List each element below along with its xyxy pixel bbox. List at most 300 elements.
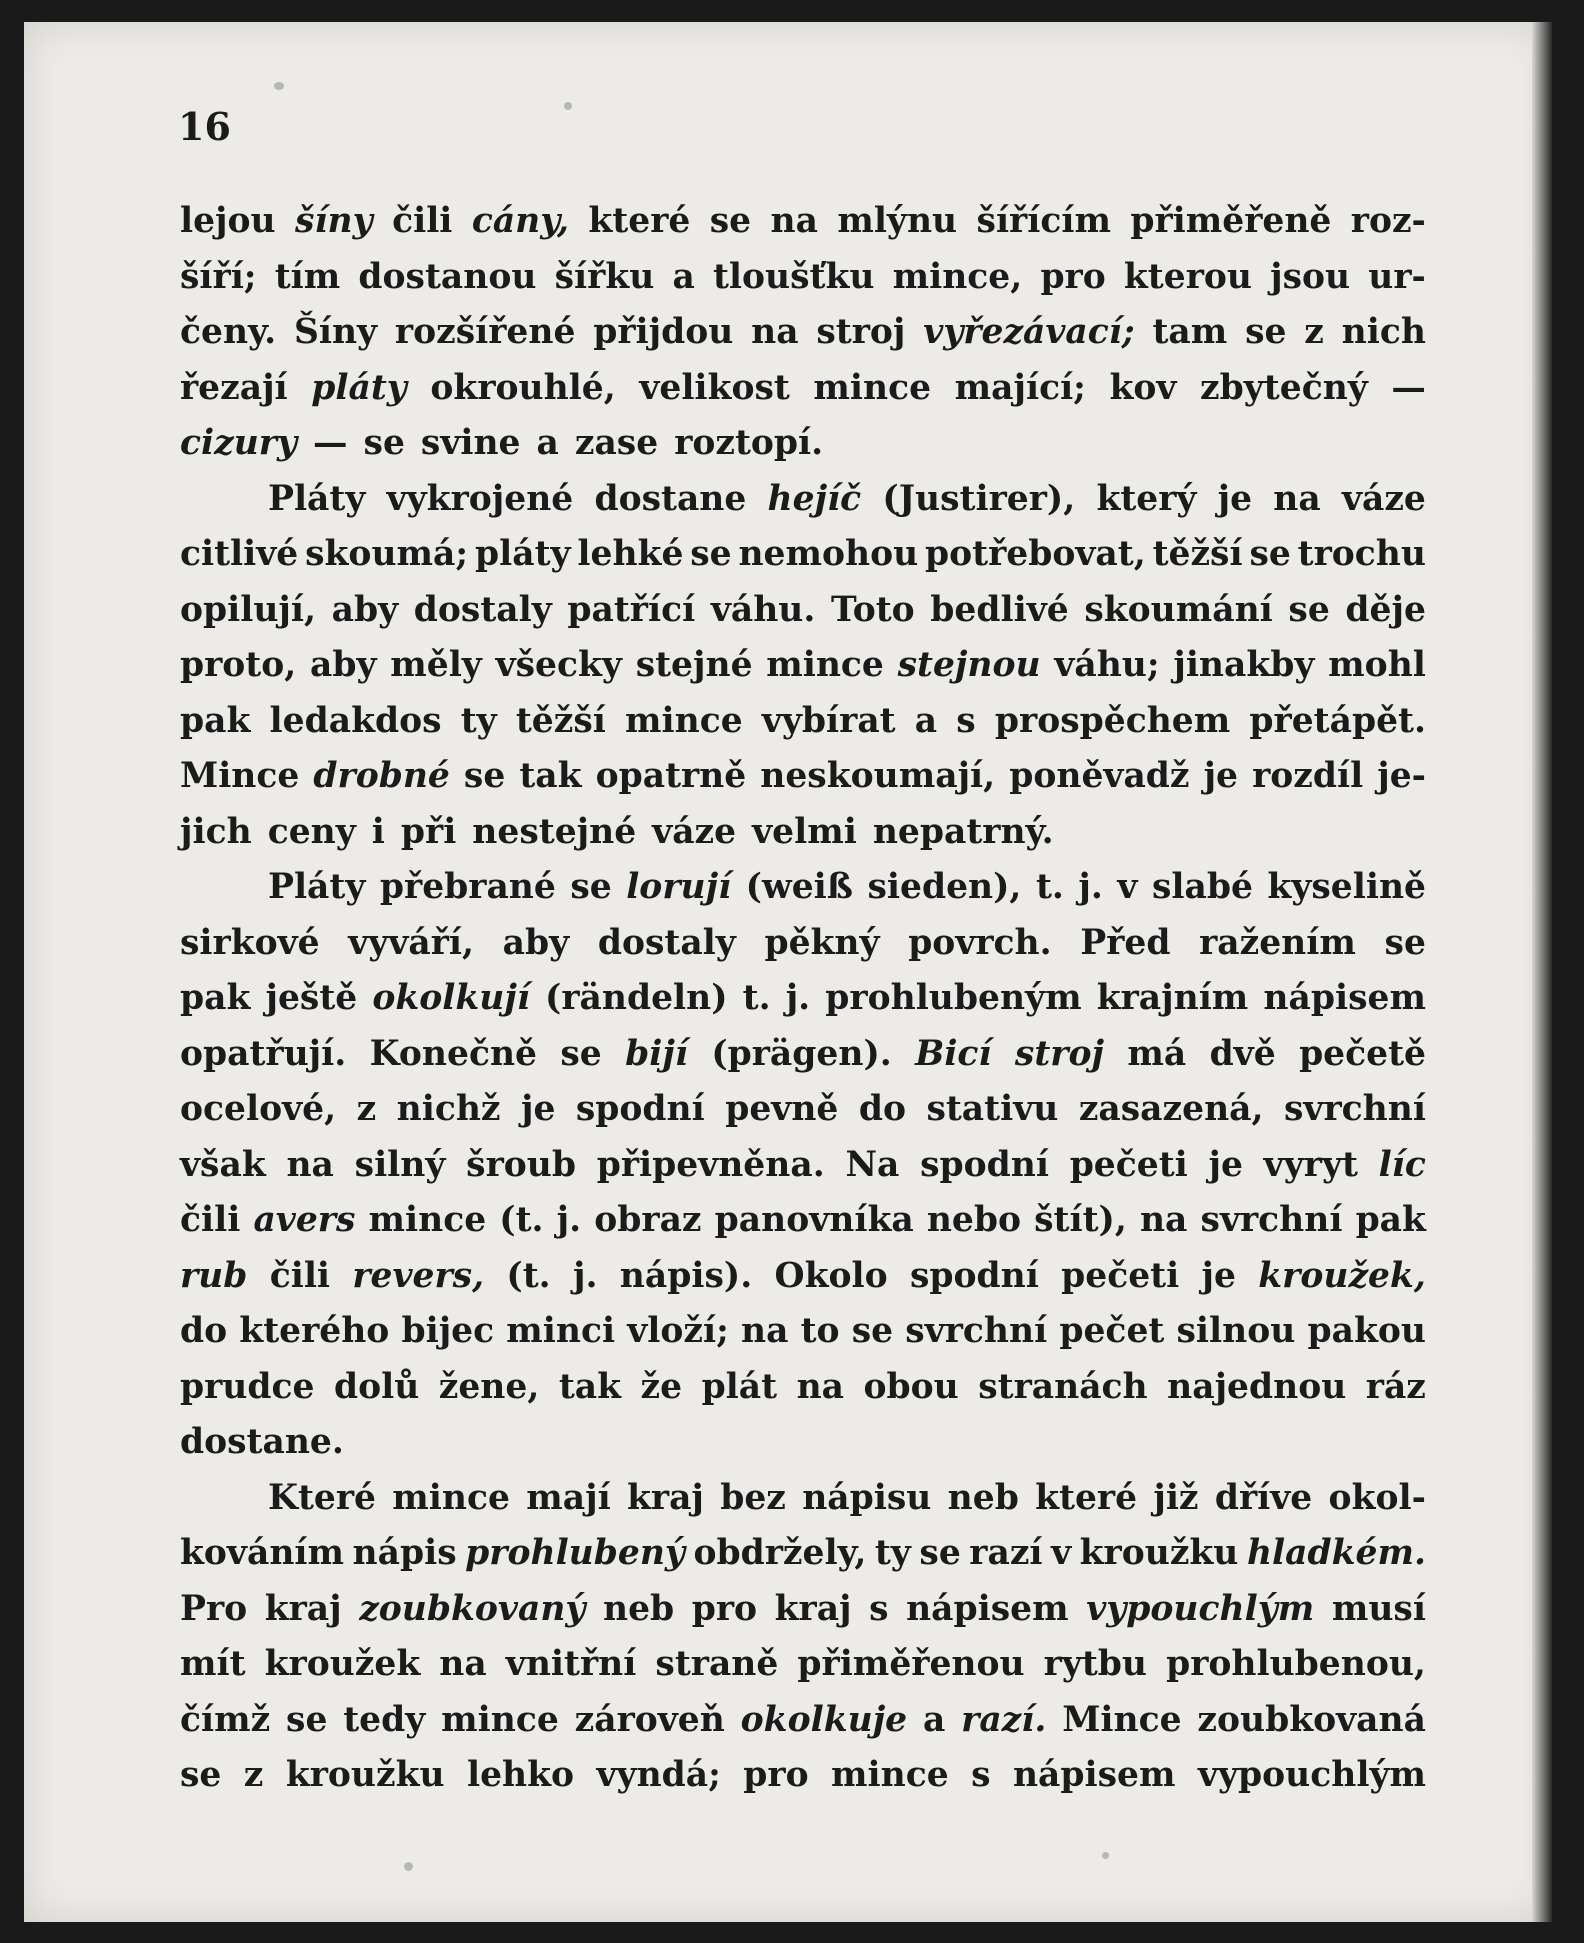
word: ještě bbox=[265, 978, 358, 1018]
word: Které bbox=[268, 1477, 376, 1518]
word: Na bbox=[845, 1144, 900, 1185]
word: prudce bbox=[180, 1366, 315, 1407]
paper-speck bbox=[1102, 1852, 1109, 1859]
word: obou bbox=[863, 1366, 959, 1407]
word: aby bbox=[502, 922, 570, 963]
word: Pláty bbox=[268, 478, 366, 519]
word: čeny. bbox=[180, 312, 277, 352]
word: na bbox=[1139, 1200, 1188, 1240]
word: ceny bbox=[267, 811, 356, 852]
word: na bbox=[741, 1311, 789, 1351]
word: přijdou bbox=[593, 312, 734, 352]
word: čímž bbox=[180, 1699, 271, 1740]
word: (Justirer), bbox=[882, 478, 1076, 519]
text-line bbox=[180, 1027, 1426, 1083]
word: s bbox=[971, 1755, 991, 1795]
word: jsou bbox=[1270, 256, 1351, 297]
word: tak bbox=[558, 1366, 622, 1407]
word: však bbox=[180, 1144, 266, 1185]
word: se bbox=[690, 534, 732, 574]
word: straně bbox=[655, 1644, 779, 1684]
word: mince bbox=[813, 367, 932, 408]
text-line bbox=[180, 860, 1426, 916]
word: tak bbox=[519, 756, 582, 796]
word: nápisem bbox=[906, 1588, 1069, 1629]
word: váhu. bbox=[710, 589, 816, 630]
text-line bbox=[180, 1304, 1426, 1360]
word: povrch. bbox=[908, 922, 1052, 963]
word: t. bbox=[742, 978, 771, 1018]
text-line bbox=[180, 1249, 1426, 1305]
text-line bbox=[180, 527, 1426, 583]
word: nepatrný. bbox=[872, 811, 1054, 852]
word: nichž bbox=[396, 1089, 501, 1129]
word: kraj bbox=[627, 1477, 704, 1518]
word: mít bbox=[180, 1644, 246, 1684]
word: při bbox=[400, 811, 457, 852]
word: pro bbox=[1040, 256, 1106, 297]
word: které bbox=[1035, 1477, 1138, 1518]
word: cizury bbox=[180, 423, 298, 463]
word: okrouhlé, bbox=[430, 367, 616, 408]
word: se bbox=[851, 1311, 894, 1351]
word: to bbox=[800, 1311, 840, 1351]
word: bijí bbox=[625, 1033, 688, 1074]
word: opilují, bbox=[180, 589, 317, 630]
word: a bbox=[922, 1699, 946, 1740]
word: na bbox=[796, 1366, 845, 1407]
word: s bbox=[956, 700, 976, 741]
word: který bbox=[1096, 478, 1197, 519]
word: j. bbox=[1078, 867, 1103, 907]
word: pak bbox=[180, 978, 251, 1018]
word: nápisem bbox=[1012, 1755, 1176, 1795]
word: líc bbox=[1378, 1144, 1426, 1185]
word: (weiß bbox=[745, 867, 853, 907]
word: panovníka bbox=[714, 1200, 914, 1240]
word: a bbox=[536, 423, 559, 463]
word: čili bbox=[269, 1255, 331, 1296]
word: slabé bbox=[1151, 867, 1253, 907]
paper-speck bbox=[274, 82, 284, 90]
word: zoubkovaná bbox=[1197, 1699, 1426, 1740]
word: Před bbox=[1080, 922, 1171, 963]
word: přebrané bbox=[379, 867, 556, 907]
word: obraz bbox=[594, 1200, 702, 1240]
word: vyřezávací; bbox=[923, 312, 1135, 352]
word: tloušťku bbox=[712, 256, 875, 297]
word: ocelové, bbox=[180, 1089, 337, 1129]
text-line bbox=[180, 1471, 1426, 1527]
word: z bbox=[243, 1755, 264, 1795]
word: štít), bbox=[1034, 1200, 1127, 1240]
word: nápis). bbox=[619, 1255, 753, 1296]
word: ty bbox=[874, 1533, 911, 1573]
word: kraj bbox=[774, 1588, 852, 1629]
word: drobné bbox=[313, 756, 450, 796]
word: dvě bbox=[1209, 1033, 1276, 1074]
word: trochu bbox=[1297, 534, 1426, 574]
word: se bbox=[1245, 312, 1287, 352]
word: neskoumají, bbox=[760, 756, 996, 796]
word: prospěchem bbox=[994, 700, 1231, 741]
word: dostane bbox=[594, 478, 747, 519]
word: svrchní bbox=[905, 1311, 1048, 1351]
word: okol- bbox=[1328, 1477, 1426, 1518]
word: skoumání bbox=[1084, 589, 1273, 630]
text-line bbox=[180, 805, 1426, 861]
word: je bbox=[1201, 1255, 1236, 1296]
word: citlivé bbox=[180, 534, 299, 574]
word: se bbox=[463, 756, 506, 796]
word: krajním bbox=[1096, 978, 1249, 1018]
word: pěkný bbox=[764, 922, 880, 963]
word: spodní bbox=[575, 1089, 705, 1129]
page-edge-shadow bbox=[1532, 22, 1552, 1922]
word: rozdíl bbox=[1252, 756, 1364, 796]
word: musí bbox=[1331, 1588, 1426, 1629]
text-line bbox=[180, 1082, 1426, 1138]
text-line bbox=[180, 416, 1426, 472]
word: kterou bbox=[1123, 256, 1252, 297]
text-line bbox=[180, 1360, 1426, 1416]
word: mince bbox=[831, 1755, 949, 1795]
word: tam bbox=[1152, 312, 1228, 352]
word: j. bbox=[556, 1200, 582, 1240]
word: v bbox=[1051, 1533, 1072, 1573]
text-line bbox=[180, 1526, 1426, 1582]
word: na bbox=[439, 1644, 487, 1684]
word: váhu; bbox=[1054, 645, 1160, 685]
word: zase bbox=[574, 423, 659, 463]
word: na bbox=[751, 312, 799, 352]
word: vypouchlým bbox=[1197, 1755, 1426, 1795]
word: ražením bbox=[1199, 922, 1356, 963]
text-line bbox=[180, 194, 1426, 250]
word: nápisem bbox=[1263, 978, 1426, 1018]
word: neb bbox=[603, 1588, 675, 1629]
word: tedy bbox=[343, 1699, 426, 1740]
word: Bicí bbox=[915, 1033, 992, 1074]
word: se bbox=[1249, 534, 1291, 574]
word: kterého bbox=[239, 1311, 390, 1351]
word: měly bbox=[390, 645, 482, 685]
word: Mince bbox=[180, 756, 300, 796]
word: ty bbox=[460, 700, 497, 741]
word: šíny bbox=[295, 201, 373, 241]
word: pláty bbox=[474, 534, 571, 574]
word: svrchní bbox=[1200, 1200, 1343, 1240]
word: aby bbox=[310, 645, 377, 685]
word: pakou bbox=[1307, 1311, 1426, 1351]
word: zoubkovaný bbox=[359, 1588, 586, 1629]
paper-speck bbox=[564, 102, 572, 110]
word: pak bbox=[180, 700, 251, 741]
word: velmi bbox=[752, 811, 857, 852]
word: pak bbox=[1355, 1200, 1426, 1240]
word: sirkové bbox=[180, 922, 320, 963]
text-line bbox=[180, 472, 1426, 528]
word: mince bbox=[766, 645, 884, 685]
word: (t. bbox=[506, 1255, 551, 1296]
body-text bbox=[180, 194, 1426, 1804]
word: stroj bbox=[1014, 1033, 1104, 1074]
text-line bbox=[180, 1193, 1426, 1249]
word: šířícím bbox=[976, 201, 1111, 241]
word: nápisu bbox=[802, 1477, 932, 1518]
word: rytbu bbox=[1043, 1644, 1148, 1684]
word: (t. bbox=[499, 1200, 544, 1240]
word: patřící bbox=[567, 589, 696, 630]
word: prohlubenou, bbox=[1166, 1644, 1426, 1684]
word: řezají bbox=[180, 367, 288, 408]
word: má bbox=[1127, 1033, 1187, 1074]
word: j. bbox=[785, 978, 811, 1018]
text-line bbox=[180, 250, 1426, 306]
word: pečeti bbox=[1069, 1144, 1188, 1185]
word: roztopí. bbox=[674, 423, 824, 463]
word: ledakdos bbox=[269, 700, 442, 741]
word: prohlubeným bbox=[825, 978, 1082, 1018]
word: rozšířené bbox=[394, 312, 576, 352]
word: je bbox=[1208, 1144, 1243, 1185]
word: cány, bbox=[471, 201, 570, 241]
word: vloží; bbox=[627, 1311, 729, 1351]
word: kroužek, bbox=[1258, 1255, 1426, 1296]
word: lejou bbox=[180, 201, 276, 241]
word: se bbox=[919, 1533, 961, 1573]
word: bedlivé bbox=[930, 589, 1069, 630]
word: zároveň bbox=[574, 1699, 725, 1740]
word: Toto bbox=[831, 589, 915, 630]
text-line bbox=[180, 305, 1426, 361]
word: svrchní bbox=[1284, 1089, 1426, 1129]
word: opatřují. bbox=[180, 1033, 347, 1074]
word: žene, bbox=[438, 1366, 540, 1407]
word: proto, bbox=[180, 645, 297, 685]
word: opatrně bbox=[595, 756, 747, 796]
word: se bbox=[363, 423, 405, 463]
word: pláty bbox=[311, 367, 407, 408]
word: mince, bbox=[892, 256, 1023, 297]
text-line bbox=[180, 1637, 1426, 1693]
word: mohl bbox=[1328, 645, 1426, 685]
word: okolkují bbox=[372, 978, 530, 1018]
text-line bbox=[180, 1748, 1426, 1804]
word: lehko bbox=[467, 1755, 575, 1795]
word: tím bbox=[274, 256, 341, 297]
word: velikost bbox=[639, 367, 790, 408]
word: je- bbox=[1377, 756, 1426, 796]
word: je bbox=[520, 1089, 556, 1129]
word: do bbox=[858, 1089, 906, 1129]
word: přetápět. bbox=[1249, 700, 1426, 741]
word: mince bbox=[368, 1200, 487, 1240]
word: razí. bbox=[961, 1699, 1047, 1740]
word: šroub bbox=[466, 1144, 576, 1185]
word: z bbox=[356, 1089, 377, 1129]
word: neb bbox=[947, 1477, 1019, 1518]
word: kyselině bbox=[1267, 867, 1426, 907]
word: šířku bbox=[554, 256, 655, 297]
text-line bbox=[180, 361, 1426, 417]
word: na bbox=[1273, 478, 1321, 519]
text-line bbox=[180, 1693, 1426, 1749]
word: obdržely, bbox=[693, 1533, 867, 1573]
word: mají bbox=[526, 1477, 611, 1518]
word: dostaly bbox=[413, 589, 552, 630]
word: na bbox=[286, 1144, 334, 1185]
word: Okolo bbox=[774, 1255, 888, 1296]
word: t. bbox=[1035, 867, 1064, 907]
word: nestejné bbox=[472, 811, 637, 852]
word: stroj bbox=[816, 312, 906, 352]
word: pro bbox=[743, 1755, 809, 1795]
word: dostane. bbox=[180, 1422, 344, 1462]
word: těžší bbox=[1152, 534, 1243, 574]
word: přiměřeně bbox=[1130, 201, 1332, 241]
text-line bbox=[180, 1138, 1426, 1194]
word: se bbox=[709, 201, 752, 241]
word: se bbox=[180, 1755, 222, 1795]
word: — bbox=[1391, 367, 1426, 408]
word: stranách bbox=[978, 1366, 1148, 1407]
word: se bbox=[570, 867, 612, 907]
word: kov bbox=[1109, 367, 1177, 408]
word: stejnou bbox=[897, 645, 1041, 685]
word: se bbox=[286, 1699, 328, 1740]
word: razí bbox=[969, 1533, 1043, 1573]
word: jinakby bbox=[1173, 645, 1315, 685]
word: dostaly bbox=[597, 922, 736, 963]
word: vypouchlým bbox=[1086, 1588, 1315, 1629]
text-line bbox=[180, 583, 1426, 639]
word: aby bbox=[331, 589, 399, 630]
word: silnou bbox=[1176, 1311, 1296, 1351]
word: plát bbox=[701, 1366, 778, 1407]
word: kroužku bbox=[1079, 1533, 1239, 1573]
word: že bbox=[640, 1366, 683, 1407]
word: všecky bbox=[495, 645, 622, 685]
word: Pro bbox=[180, 1588, 248, 1629]
word: z bbox=[1304, 312, 1324, 352]
word: je bbox=[1203, 756, 1239, 796]
word: Pláty bbox=[268, 867, 366, 907]
word: čili bbox=[392, 201, 453, 241]
word: bez bbox=[720, 1477, 786, 1518]
word: kroužek bbox=[264, 1644, 421, 1684]
word: prohlubený bbox=[465, 1533, 685, 1573]
word: j. bbox=[572, 1255, 598, 1296]
word: bijec bbox=[401, 1311, 495, 1351]
word: čili bbox=[180, 1200, 241, 1240]
word: vyryt bbox=[1263, 1144, 1358, 1185]
word: minci bbox=[506, 1311, 616, 1351]
word: spodní bbox=[920, 1144, 1049, 1185]
word: přiměřenou bbox=[797, 1644, 1025, 1684]
text-line bbox=[180, 1582, 1426, 1638]
word: Mince bbox=[1062, 1699, 1182, 1740]
word: nemohou bbox=[738, 534, 919, 574]
word: již bbox=[1153, 1477, 1199, 1518]
word: vykrojené bbox=[386, 478, 574, 519]
word: mlýnu bbox=[837, 201, 958, 241]
word: hladkém. bbox=[1246, 1533, 1426, 1573]
word: pečet bbox=[1059, 1311, 1165, 1351]
word: nápis bbox=[352, 1533, 457, 1573]
word: těžší bbox=[515, 700, 606, 741]
word: ur- bbox=[1368, 256, 1426, 297]
word: kraj bbox=[264, 1588, 342, 1629]
text-line bbox=[180, 971, 1426, 1027]
word: vyváří, bbox=[348, 922, 475, 963]
word: nebo bbox=[926, 1200, 1021, 1240]
word: Šíny bbox=[293, 312, 378, 352]
word: vnitřní bbox=[505, 1644, 637, 1684]
word: váze bbox=[652, 811, 737, 852]
word: skoumá; bbox=[305, 534, 469, 574]
page-number: 16 bbox=[178, 104, 231, 149]
paper-speck bbox=[404, 1862, 413, 1871]
word: rub bbox=[180, 1255, 248, 1296]
word: potřebovat, bbox=[925, 534, 1146, 574]
word: ráz bbox=[1365, 1366, 1426, 1407]
word: s bbox=[869, 1588, 889, 1629]
word: svine bbox=[420, 423, 521, 463]
word: se bbox=[560, 1033, 602, 1074]
text-line bbox=[180, 1415, 1426, 1471]
word: revers, bbox=[352, 1255, 485, 1296]
word: roz- bbox=[1350, 201, 1426, 241]
word: avers bbox=[253, 1200, 356, 1240]
word: sieden), bbox=[867, 867, 1022, 907]
word: do bbox=[180, 1311, 228, 1351]
word: v bbox=[1117, 867, 1138, 907]
word: nich bbox=[1341, 312, 1426, 352]
word: (prägen). bbox=[711, 1033, 892, 1074]
word: silný bbox=[354, 1144, 446, 1185]
word: děje bbox=[1345, 589, 1426, 630]
word: stativu bbox=[926, 1089, 1059, 1129]
word: šíří; bbox=[180, 256, 257, 297]
word: mince bbox=[392, 1477, 510, 1518]
word: jich bbox=[180, 811, 252, 852]
word: připevněna. bbox=[596, 1144, 825, 1185]
word: lehké bbox=[577, 534, 684, 574]
word: pevně bbox=[725, 1089, 839, 1129]
word: hejíč bbox=[767, 478, 862, 519]
word: pečetě bbox=[1299, 1033, 1426, 1074]
word: mající; bbox=[954, 367, 1086, 408]
text-line bbox=[180, 638, 1426, 694]
word: kováním bbox=[180, 1533, 345, 1573]
word: i bbox=[371, 811, 385, 852]
text-line bbox=[180, 916, 1426, 972]
word: okolkuje bbox=[740, 1699, 908, 1740]
word: se bbox=[1384, 922, 1426, 963]
word: a bbox=[672, 256, 695, 297]
word: dostanou bbox=[358, 256, 537, 297]
word: poněvadž bbox=[1009, 756, 1190, 796]
text-line bbox=[180, 749, 1426, 805]
word: dříve bbox=[1214, 1477, 1313, 1518]
word: zasazená, bbox=[1078, 1089, 1264, 1129]
word: vybírat bbox=[761, 700, 896, 741]
word: Konečně bbox=[369, 1033, 537, 1074]
word: zbytečný bbox=[1200, 367, 1368, 408]
word: se bbox=[1288, 589, 1330, 630]
word: pro bbox=[691, 1588, 758, 1629]
